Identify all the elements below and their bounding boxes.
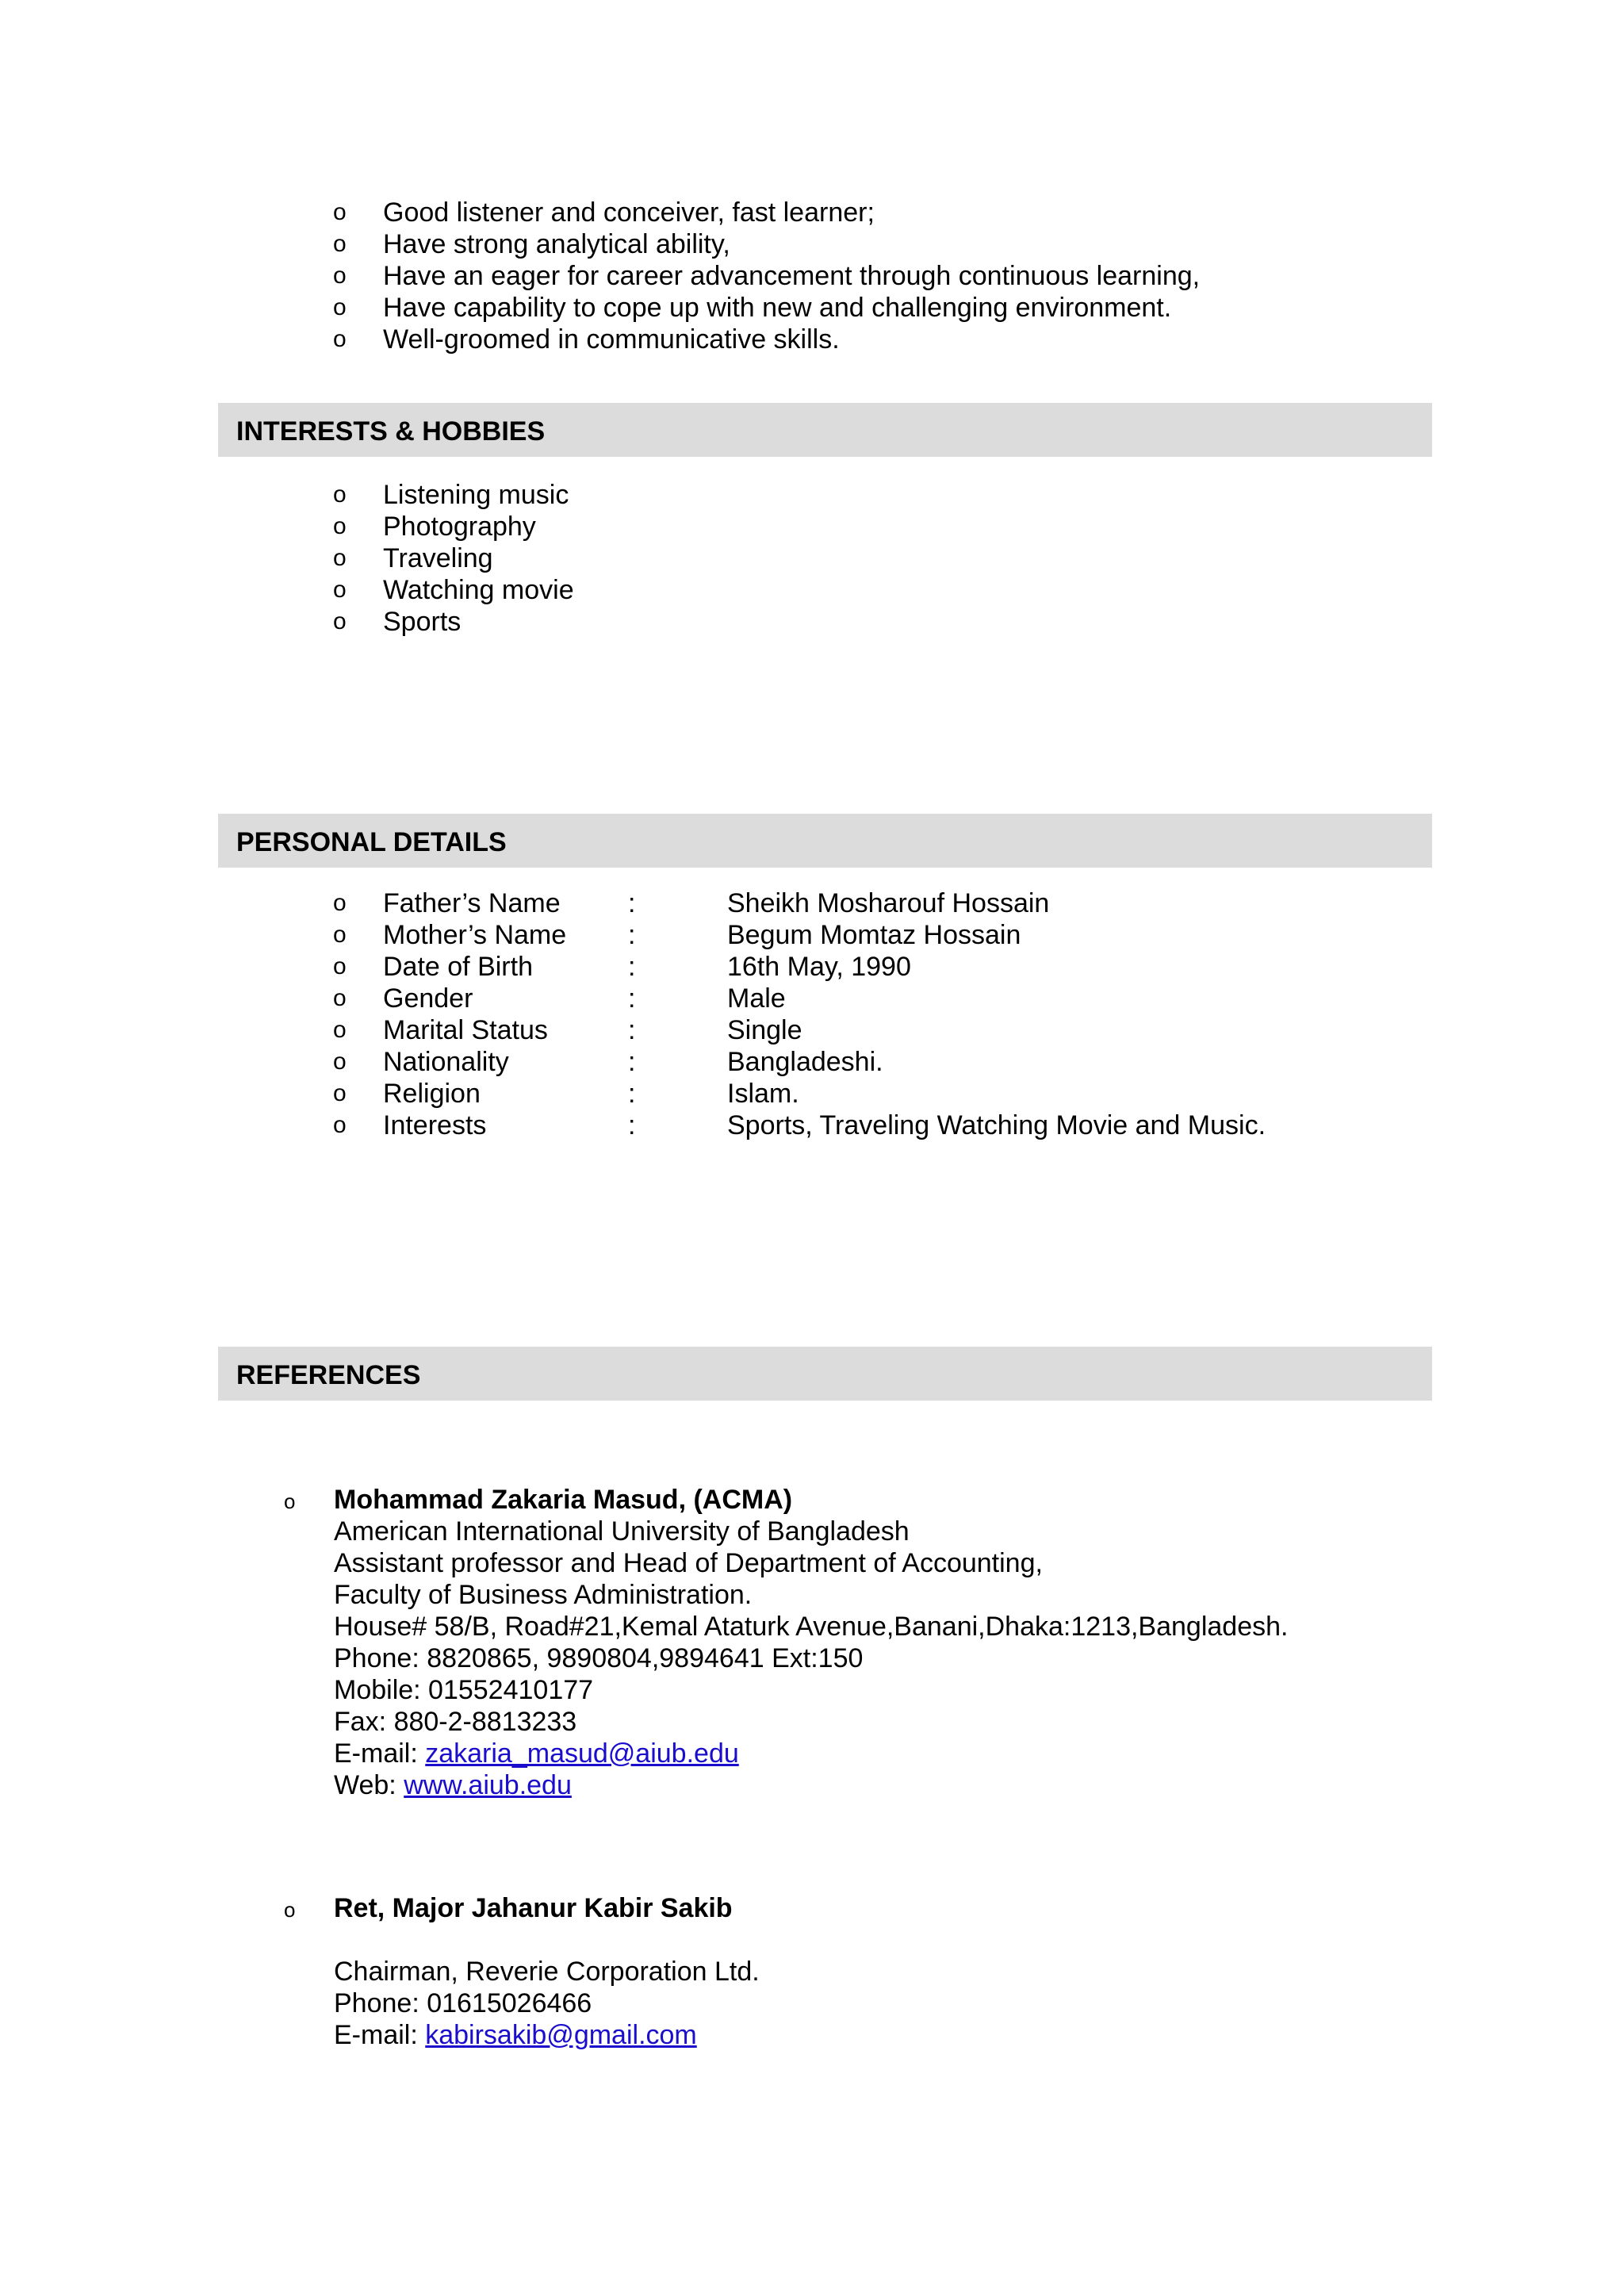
detail-label: Father’s Name — [383, 888, 561, 918]
detail-separator: : — [628, 983, 636, 1014]
references-section-header — [218, 1347, 1432, 1401]
reference-name: Mohammad Zakaria Masud, (ACMA) — [334, 1485, 793, 1515]
web-link[interactable]: www.aiub.edu — [404, 1770, 572, 1800]
interest-text: Traveling — [383, 543, 493, 573]
bullet-icon: o — [333, 577, 347, 603]
bullet-icon: o — [333, 890, 347, 916]
reference-web-row — [334, 1769, 1288, 1801]
detail-label: Religion — [383, 1079, 481, 1109]
detail-label: Date of Birth — [383, 952, 533, 982]
email-label: E-mail: — [334, 2020, 426, 2050]
detail-separator: : — [628, 888, 636, 918]
detail-separator: : — [628, 920, 636, 950]
reference-line: Assistant professor and Head of Department of Accounting, — [334, 1548, 1043, 1578]
reference-phone: Phone: 01615026466 — [334, 1988, 592, 2018]
reference-email-row — [334, 2019, 760, 2051]
bullet-icon: o — [333, 1048, 347, 1075]
detail-label: Gender — [383, 983, 473, 1014]
email-label: E-mail: — [334, 1738, 426, 1769]
bullet-icon: o — [333, 922, 347, 948]
interest-text: Watching movie — [383, 575, 574, 605]
detail-value: Male — [727, 983, 786, 1014]
bullet-icon: o — [333, 326, 347, 352]
web-label: Web: — [334, 1770, 404, 1800]
interest-text: Sports — [383, 607, 462, 637]
detail-label: Mother’s Name — [383, 920, 567, 950]
section-heading: REFERENCES — [236, 1360, 421, 1390]
reference-mobile: Mobile: 01552410177 — [334, 1675, 594, 1705]
reference-email-row — [334, 1738, 1288, 1769]
interest-text: Photography — [383, 512, 536, 542]
reference-phone: Phone: 8820865, 9890804,9894641 Ext:150 — [334, 1643, 864, 1673]
interests-section-header — [218, 403, 1432, 457]
detail-value: Sports, Traveling Watching Movie and Music. — [727, 1110, 1266, 1140]
detail-separator: : — [628, 952, 636, 982]
trait-text: Well-groomed in communicative skills. — [383, 324, 840, 355]
bullet-icon: o — [333, 294, 347, 320]
bullet-icon: o — [333, 1017, 347, 1043]
detail-label: Interests — [383, 1110, 487, 1140]
detail-value: Begum Momtaz Hossain — [727, 920, 1021, 950]
bullet-icon: o — [333, 1112, 347, 1138]
reference-line: Faculty of Business Administration. — [334, 1580, 753, 1610]
bullet-icon: o — [284, 1898, 296, 1922]
bullet-icon: o — [333, 953, 347, 979]
bullet-icon: o — [333, 985, 347, 1011]
trait-text: Have an eager for career advancement through continuous learning, — [383, 261, 1201, 291]
trait-text: Have capability to cope up with new and challenging environment. — [383, 293, 1172, 323]
detail-value: Islam. — [727, 1079, 799, 1109]
detail-label: Marital Status — [383, 1015, 548, 1045]
bullet-icon: o — [333, 231, 347, 257]
detail-value: Sheikh Mosharouf Hossain — [727, 888, 1050, 918]
personal-section-header — [218, 814, 1432, 868]
blank-line — [334, 1924, 760, 1956]
email-link[interactable]: kabirsakib@gmail.com — [425, 2020, 697, 2050]
section-heading: PERSONAL DETAILS — [236, 827, 507, 857]
reference-name: Ret, Major Jahanur Kabir Sakib — [334, 1893, 733, 1923]
bullet-icon: o — [333, 1080, 347, 1106]
bullet-icon: o — [333, 545, 347, 571]
detail-value: Bangladeshi. — [727, 1047, 883, 1077]
bullet-icon: o — [333, 608, 347, 634]
bullet-icon: o — [333, 199, 347, 225]
detail-separator: : — [628, 1079, 636, 1109]
detail-value: 16th May, 1990 — [727, 952, 911, 982]
reference-fax: Fax: 880-2-8813233 — [334, 1707, 577, 1737]
detail-label: Nationality — [383, 1047, 509, 1077]
trait-text: Good listener and conceiver, fast learner; — [383, 197, 875, 228]
detail-separator: : — [628, 1047, 636, 1077]
bullet-icon: o — [333, 513, 347, 539]
email-link[interactable]: zakaria_masud@aiub.edu — [425, 1738, 739, 1769]
bullet-icon: o — [284, 1489, 296, 1513]
reference-address: House# 58/B, Road#21,Kemal Ataturk Avenue,Banani,Dhaka:1213,Bangladesh. — [334, 1612, 1289, 1642]
bullet-icon: o — [333, 481, 347, 508]
detail-value: Single — [727, 1015, 802, 1045]
reference-line: American International University of Bangladesh — [334, 1516, 910, 1547]
detail-separator: : — [628, 1015, 636, 1045]
trait-text: Have strong analytical ability, — [383, 229, 730, 259]
interest-text: Listening music — [383, 480, 569, 510]
section-heading: INTERESTS & HOBBIES — [236, 416, 546, 447]
bullet-icon: o — [333, 263, 347, 289]
detail-separator: : — [628, 1110, 636, 1140]
reference-line: Chairman, Reverie Corporation Ltd. — [334, 1957, 760, 1987]
